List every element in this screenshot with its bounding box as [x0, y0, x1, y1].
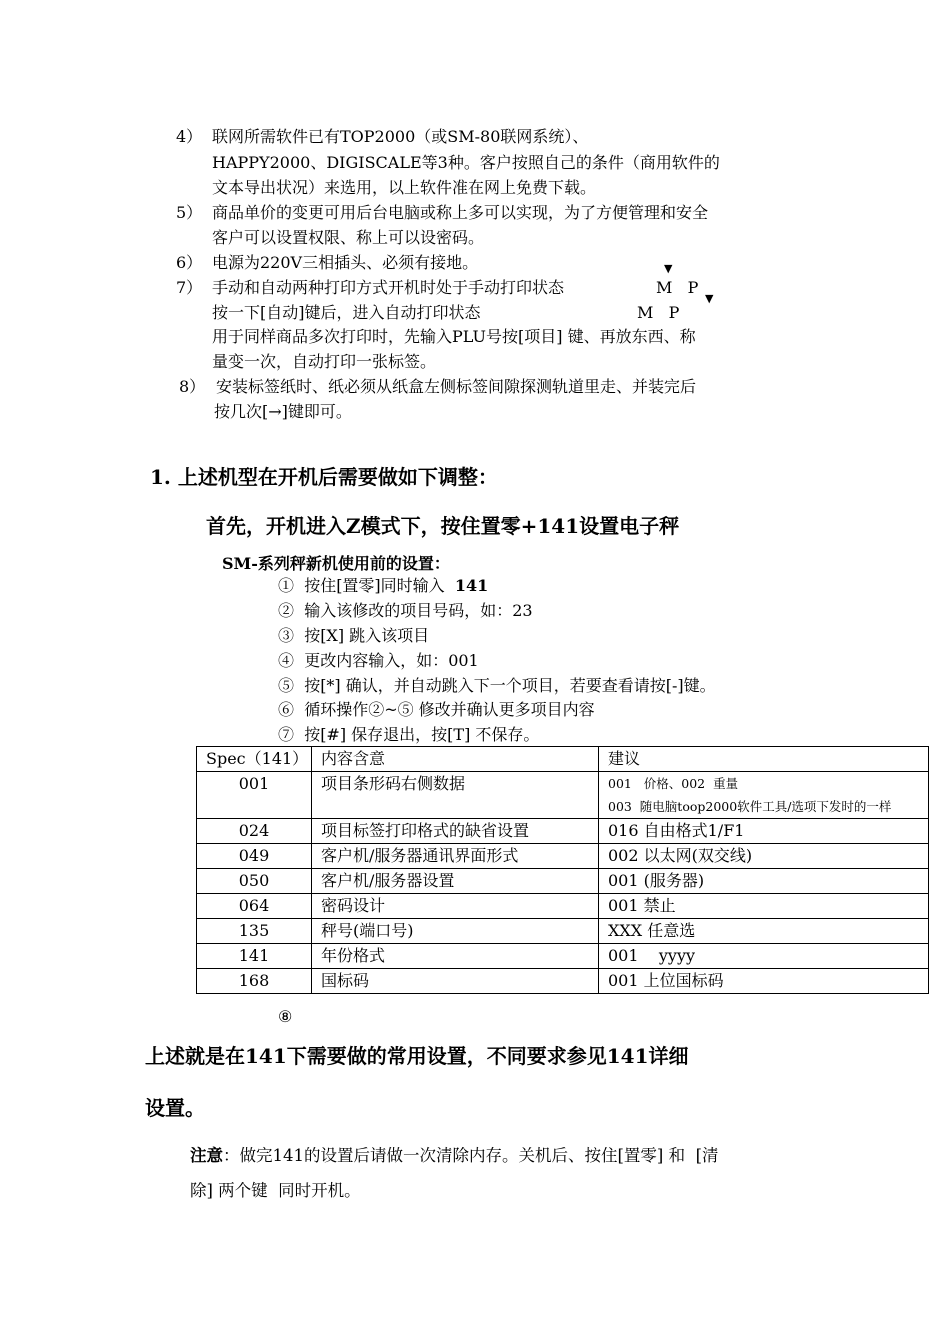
cell-advice: 001 禁止 [599, 894, 929, 919]
setup-heading: SM-系列秤新机使用前的设置： [222, 554, 450, 573]
table-row [197, 919, 929, 944]
section-heading: 1. 上述机型在开机后需要做如下调整： [150, 465, 498, 489]
cell-meaning: 密码设计 [312, 894, 599, 919]
cell-spec: 064 [197, 894, 312, 919]
header-advice: 建议 [599, 747, 929, 772]
cell-spec: 050 [197, 869, 312, 894]
list-text-line: 按一下[自动]键后，进入自动打印状态 [212, 303, 481, 322]
table-row [197, 844, 929, 869]
summary-line: 上述就是在141下需要做的常用设置，不同要求参见141详细 [145, 1044, 689, 1068]
step-4: ④ 更改内容输入，如：001 [278, 651, 479, 670]
cell-advice: XXX 任意选 [599, 919, 929, 944]
step-7: ⑦ 按[#] 保存退出，按[T] 不保存。 [278, 725, 540, 744]
header-spec: Spec（141） [197, 747, 312, 772]
cell-spec: 049 [197, 844, 312, 869]
step-5: ⑤ 按[*] 确认，并自动跳入下一个项目，若要查看请按[-]键。 [278, 676, 716, 695]
list-text-line: 客户可以设置权限、称上可以设密码。 [212, 228, 485, 247]
table-row [197, 772, 929, 819]
step-3: ③ 按[X] 跳入该项目 [278, 626, 430, 645]
cell-meaning: 项目条形码右侧数据 [312, 772, 599, 819]
list-text-line: 按几次[→]键即可。 [214, 402, 352, 421]
advice-line: 001 价格、002 重量 [608, 776, 739, 791]
note-line: 注意：做完141的设置后请做一次清除内存。关机后、按住[置零] 和 [清 [190, 1146, 719, 1165]
list-text-line: 文本导出状况）来选用，以上软件准在网上免费下载。 [212, 178, 597, 197]
list-number: 8） [179, 377, 206, 396]
table-row [197, 969, 929, 994]
list-text-line: 用于同样商品多次打印时，先输入PLU号按[项目] 键、再放东西、称 [212, 327, 696, 346]
subsection-heading: 首先，开机进入Z模式下，按住置零+141设置电子秤 [206, 514, 680, 538]
note-label: 注意 [190, 1146, 223, 1165]
cell-advice: 002 以太网(双交线) [599, 844, 929, 869]
list-number: 6） [176, 253, 203, 272]
list-text-line: 商品单价的变更可用后台电脑或称上多可以实现，为了方便管理和安全 [212, 203, 709, 222]
cell-meaning: 年份格式 [312, 944, 599, 969]
indicator-arrow-icon: ▼ [705, 292, 714, 305]
cell-spec: 141 [197, 944, 312, 969]
list-number: 5） [176, 203, 203, 222]
cell-spec: 168 [197, 969, 312, 994]
list-number: 7） [176, 278, 203, 297]
list-text-line: HAPPY2000、DIGISCALE等3种。客户按照自己的条件（商用软件的 [212, 153, 720, 172]
header-meaning: 内容含意 [312, 747, 599, 772]
list-text-line: 联网所需软件已有TOP2000（或SM-80联网系统）、 [212, 127, 589, 146]
indicator-arrow-icon: ▼ [664, 262, 673, 275]
table-header-row [197, 747, 929, 772]
cell-advice: 016 自由格式1/F1 [599, 819, 929, 844]
cell-advice: 001 (服务器) [599, 869, 929, 894]
cell-meaning: 客户机/服务器通讯界面形式 [312, 844, 599, 869]
cell-spec: 135 [197, 919, 312, 944]
list-text-line: 电源为220V三相插头、必须有接地。 [212, 253, 479, 272]
spec-table [196, 746, 929, 994]
list-text-line: 手动和自动两种打印方式开机时处于手动打印状态 [212, 278, 565, 297]
cell-advice: 001 上位国标码 [599, 969, 929, 994]
cell-spec: 001 [197, 772, 312, 819]
cell-advice [599, 772, 929, 819]
summary-line: 设置。 [145, 1096, 205, 1120]
note-line: 除] 两个键 同时开机。 [190, 1181, 361, 1200]
table-row [197, 869, 929, 894]
cell-meaning: 秤号(端口号) [312, 919, 599, 944]
cell-advice: 001 yyyy [599, 944, 929, 969]
indicator-mp-auto: M P [637, 303, 680, 322]
step-8-mark: ⑧ [278, 1007, 293, 1026]
cell-meaning: 国标码 [312, 969, 599, 994]
indicator-mp-manual: M P [656, 278, 699, 297]
list-text-line: 安装标签纸时、纸必须从纸盒左侧标签间隙探测轨道里走、并装完后 [216, 377, 697, 396]
table-row [197, 944, 929, 969]
table-row [197, 819, 929, 844]
cell-meaning: 项目标签打印格式的缺省设置 [312, 819, 599, 844]
step-1: ① 按住[置零]同时输入 141 [278, 576, 489, 595]
step-2: ② 输入该修改的项目号码，如：23 [278, 601, 533, 620]
step-6: ⑥ 循环操作②~⑤ 修改并确认更多项目内容 [278, 700, 595, 719]
cell-spec: 024 [197, 819, 312, 844]
advice-line: 003 随电脑toop2000软件工具/选项下发时的一样 [608, 799, 892, 814]
cell-meaning: 客户机/服务器设置 [312, 869, 599, 894]
table-row [197, 894, 929, 919]
list-text-line: 量变一次，自动打印一张标签。 [212, 352, 437, 371]
list-number: 4） [176, 127, 203, 146]
